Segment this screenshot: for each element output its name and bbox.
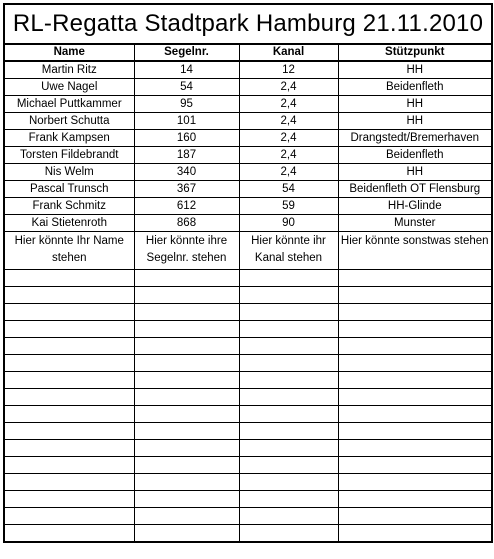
cell-channel[interactable]: 2,4 (239, 147, 338, 164)
empty-cell[interactable] (4, 270, 134, 287)
empty-cell[interactable] (338, 287, 492, 304)
sheet-title[interactable]: RL-Regatta Stadtpark Hamburg 21.11.2010 (4, 4, 492, 44)
table-row (4, 113, 492, 130)
empty-cell[interactable] (134, 321, 239, 338)
empty-row (4, 355, 492, 372)
placeholder-name[interactable]: Hier könnte Ihr Name stehen (4, 232, 134, 270)
cell-sail-number[interactable]: 612 (134, 198, 239, 215)
empty-cell[interactable] (134, 457, 239, 474)
cell-channel[interactable]: 2,4 (239, 79, 338, 96)
empty-cell[interactable] (134, 525, 239, 543)
empty-cell[interactable] (134, 287, 239, 304)
empty-row (4, 321, 492, 338)
empty-cell[interactable] (239, 355, 338, 372)
empty-cell[interactable] (338, 525, 492, 543)
empty-row (4, 440, 492, 457)
empty-cell[interactable] (4, 508, 134, 525)
empty-cell[interactable] (338, 321, 492, 338)
empty-cell[interactable] (4, 287, 134, 304)
empty-cell[interactable] (338, 508, 492, 525)
empty-row (4, 457, 492, 474)
cell-name[interactable]: Norbert Schutta (4, 113, 134, 130)
placeholder-sail-number[interactable]: Hier könnte ihre Segelnr. stehen (134, 232, 239, 270)
table-row (4, 130, 492, 147)
cell-base[interactable]: Beidenfleth OT Flensburg (338, 181, 492, 198)
empty-cell[interactable] (338, 423, 492, 440)
cell-name[interactable]: Martin Ritz (4, 61, 134, 79)
cell-sail-number[interactable]: 95 (134, 96, 239, 113)
cell-sail-number[interactable]: 868 (134, 215, 239, 232)
empty-cell[interactable] (4, 525, 134, 543)
cell-name[interactable]: Pascal Trunsch (4, 181, 134, 198)
cell-channel[interactable]: 2,4 (239, 164, 338, 181)
placeholder-row (4, 232, 492, 270)
table-row (4, 215, 492, 232)
cell-sail-number[interactable]: 54 (134, 79, 239, 96)
table-row (4, 96, 492, 113)
empty-cell[interactable] (4, 355, 134, 372)
cell-sail-number[interactable]: 14 (134, 61, 239, 79)
empty-cell[interactable] (239, 423, 338, 440)
empty-row (4, 287, 492, 304)
empty-cell[interactable] (338, 270, 492, 287)
empty-cell[interactable] (4, 304, 134, 321)
table-row (4, 181, 492, 198)
cell-name[interactable]: Nis Welm (4, 164, 134, 181)
placeholder-base[interactable]: Hier könnte sonstwas stehen (338, 232, 492, 270)
header-name[interactable]: Name (4, 44, 134, 61)
empty-cell[interactable] (4, 372, 134, 389)
cell-base[interactable]: HH (338, 96, 492, 113)
cell-name[interactable]: Michael Puttkammer (4, 96, 134, 113)
title-row (4, 4, 492, 44)
empty-cell[interactable] (134, 389, 239, 406)
empty-cell[interactable] (239, 406, 338, 423)
empty-cell[interactable] (239, 491, 338, 508)
empty-cell[interactable] (4, 321, 134, 338)
empty-cell[interactable] (338, 355, 492, 372)
empty-cell[interactable] (338, 338, 492, 355)
cell-sail-number[interactable]: 367 (134, 181, 239, 198)
regatta-table (3, 3, 493, 543)
cell-base[interactable]: HH (338, 113, 492, 130)
placeholder-channel[interactable]: Hier könnte ihr Kanal stehen (239, 232, 338, 270)
header-base[interactable]: Stützpunkt (338, 44, 492, 61)
empty-cell[interactable] (4, 440, 134, 457)
empty-cell[interactable] (134, 423, 239, 440)
cell-sail-number[interactable]: 340 (134, 164, 239, 181)
empty-cell[interactable] (134, 355, 239, 372)
empty-cell[interactable] (239, 287, 338, 304)
empty-row (4, 372, 492, 389)
cell-name[interactable]: Uwe Nagel (4, 79, 134, 96)
empty-row (4, 406, 492, 423)
empty-cell[interactable] (134, 270, 239, 287)
cell-sail-number[interactable]: 187 (134, 147, 239, 164)
empty-row (4, 491, 492, 508)
spreadsheet (3, 3, 491, 556)
empty-cell[interactable] (239, 389, 338, 406)
cell-name[interactable]: Kai Stietenroth (4, 215, 134, 232)
empty-cell[interactable] (134, 474, 239, 491)
empty-row (4, 270, 492, 287)
empty-cell[interactable] (134, 508, 239, 525)
empty-cell[interactable] (338, 406, 492, 423)
empty-cell[interactable] (239, 338, 338, 355)
empty-cell[interactable] (134, 338, 239, 355)
empty-cell[interactable] (4, 406, 134, 423)
header-row (4, 44, 492, 61)
empty-row (4, 304, 492, 321)
header-channel[interactable]: Kanal (239, 44, 338, 61)
empty-cell[interactable] (239, 440, 338, 457)
cell-name[interactable]: Frank Kampsen (4, 130, 134, 147)
cell-channel[interactable]: 54 (239, 181, 338, 198)
empty-row (4, 525, 492, 543)
empty-cell[interactable] (239, 304, 338, 321)
cell-base[interactable]: HH (338, 164, 492, 181)
empty-row (4, 508, 492, 525)
cell-channel[interactable]: 2,4 (239, 96, 338, 113)
empty-cell[interactable] (4, 491, 134, 508)
cell-channel[interactable]: 90 (239, 215, 338, 232)
empty-row (4, 474, 492, 491)
cell-base[interactable]: Drangstedt/Bremerhaven (338, 130, 492, 147)
empty-row (4, 423, 492, 440)
cell-sail-number[interactable]: 101 (134, 113, 239, 130)
empty-cell[interactable] (239, 372, 338, 389)
table-row (4, 164, 492, 181)
empty-cell[interactable] (4, 389, 134, 406)
cell-channel[interactable]: 59 (239, 198, 338, 215)
empty-cell[interactable] (134, 406, 239, 423)
empty-cell[interactable] (338, 304, 492, 321)
cell-base[interactable]: HH-Glinde (338, 198, 492, 215)
empty-row (4, 338, 492, 355)
empty-cell[interactable] (338, 389, 492, 406)
cell-name[interactable]: Torsten Fildebrandt (4, 147, 134, 164)
cell-channel[interactable]: 2,4 (239, 113, 338, 130)
empty-cell[interactable] (134, 304, 239, 321)
cell-name[interactable]: Frank Schmitz (4, 198, 134, 215)
empty-cell[interactable] (134, 491, 239, 508)
empty-cell[interactable] (239, 321, 338, 338)
cell-base[interactable]: Beidenfleth (338, 147, 492, 164)
empty-cell[interactable] (338, 491, 492, 508)
empty-cell[interactable] (239, 474, 338, 491)
cell-channel[interactable]: 2,4 (239, 130, 338, 147)
empty-cell[interactable] (239, 508, 338, 525)
header-sail-number[interactable]: Segelnr. (134, 44, 239, 61)
empty-cell[interactable] (4, 338, 134, 355)
empty-cell[interactable] (338, 372, 492, 389)
empty-cell[interactable] (338, 440, 492, 457)
empty-cell[interactable] (4, 423, 134, 440)
cell-base[interactable]: Beidenfleth (338, 79, 492, 96)
empty-cell[interactable] (338, 474, 492, 491)
cell-channel[interactable]: 12 (239, 61, 338, 79)
empty-cell[interactable] (134, 440, 239, 457)
table-row (4, 79, 492, 96)
empty-cell[interactable] (338, 457, 492, 474)
empty-cell[interactable] (4, 474, 134, 491)
empty-cell[interactable] (134, 372, 239, 389)
empty-cell[interactable] (4, 457, 134, 474)
empty-row (4, 389, 492, 406)
cell-base[interactable]: Munster (338, 215, 492, 232)
empty-cell[interactable] (239, 270, 338, 287)
table-row (4, 61, 492, 79)
empty-cell[interactable] (239, 457, 338, 474)
cell-base[interactable]: HH (338, 61, 492, 79)
cell-sail-number[interactable]: 160 (134, 130, 239, 147)
empty-cell[interactable] (239, 525, 338, 543)
table-row (4, 147, 492, 164)
table-row (4, 198, 492, 215)
